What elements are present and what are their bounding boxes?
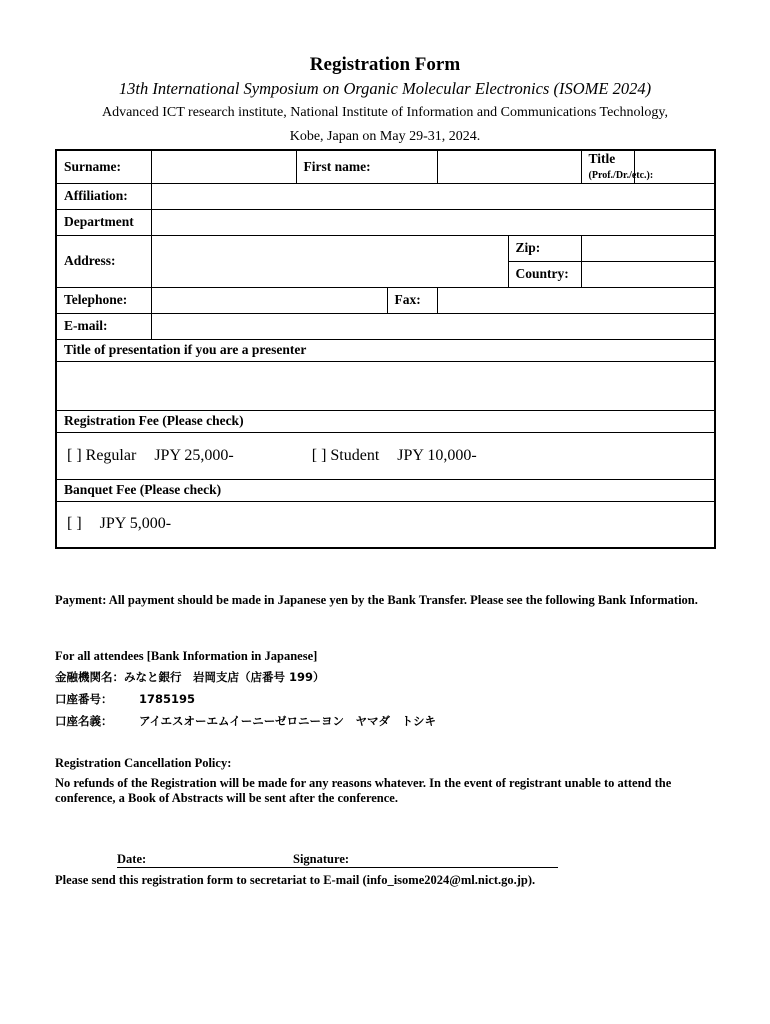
country-field[interactable] — [581, 261, 715, 287]
title-label-text: Title — [588, 151, 616, 167]
banquet-fee-label: Banquet Fee (Please check) — [56, 479, 715, 501]
account-holder-line — [55, 714, 720, 729]
registration-fee-label: Registration Fee (Please check) — [56, 410, 715, 432]
telephone-field[interactable] — [151, 287, 387, 313]
date-signature-line — [55, 852, 720, 868]
form-title: Registration Form — [309, 54, 461, 75]
institute-line: Advanced ICT research institute, National Institute of Information and Communications Technology, — [101, 105, 668, 120]
signature-field[interactable] — [293, 852, 558, 868]
email-field[interactable] — [151, 313, 715, 339]
bank-name-line — [55, 670, 720, 685]
regular-price: JPY 25,000- — [154, 446, 234, 464]
student-label: Student — [330, 446, 380, 464]
title-label-hint: (Prof./Dr./etc.): — [588, 169, 654, 181]
signature-label: Signature: — [293, 852, 350, 866]
account-number-value: 1785195 — [139, 692, 196, 706]
first-name-field[interactable] — [437, 150, 581, 183]
first-name-label: First name: — [296, 150, 437, 183]
registration-table — [55, 149, 716, 549]
surname-label: Surname: — [56, 150, 151, 183]
zip-label: Zip: — [508, 235, 581, 261]
telephone-label: Telephone: — [56, 287, 151, 313]
account-holder-label: 口座名義： — [55, 714, 113, 728]
date-label: Date: — [117, 852, 147, 866]
banquet-price: JPY 5,000- — [99, 515, 172, 533]
account-holder-value: アイエスオーエムイーニーゼロニーヨン ヤマダ トシキ — [139, 714, 437, 728]
cancellation-policy: No refunds of the Registration will be made for any reasons whatever. In the event of registrant unable to attend the conference, a Book of Abstracts will be sent after the conference. — [55, 776, 672, 805]
country-label: Country: — [508, 261, 581, 287]
banquet-checkbox[interactable]: [ ] — [67, 515, 82, 533]
department-field[interactable] — [151, 209, 715, 235]
affiliation-field[interactable] — [151, 183, 715, 209]
account-number-line — [55, 692, 720, 707]
account-number-label: 口座番号： — [55, 692, 113, 706]
title-label — [581, 150, 654, 183]
affiliation-label: Affiliation: — [56, 183, 151, 209]
presentation-title-field[interactable] — [56, 361, 715, 410]
address-label: Address: — [56, 235, 151, 287]
regular-label: Regular — [85, 446, 137, 464]
presentation-title-label: Title of presentation if you are a presenter — [56, 339, 715, 361]
fax-label: Fax: — [387, 287, 437, 313]
address-field[interactable] — [151, 235, 508, 287]
regular-checkbox[interactable]: [ ] — [67, 446, 82, 464]
student-checkbox[interactable]: [ ] — [311, 446, 327, 464]
banquet-fee-options — [56, 501, 715, 548]
email-label: E-mail: — [56, 313, 151, 339]
surname-field[interactable] — [151, 150, 296, 183]
fax-field[interactable] — [437, 287, 715, 313]
bank-info-heading: For all attendees [Bank Information in Japanese] — [55, 649, 318, 663]
payment-note: Payment: All payment should be made in Japanese yen by the Bank Transfer. Please see the following Bank Information. — [55, 593, 698, 607]
bank-name-label: 金融機関名： — [55, 670, 124, 684]
venue-line: Kobe, Japan on May 29-31, 2024. — [289, 129, 481, 144]
cancellation-heading: Registration Cancellation Policy: — [55, 756, 232, 770]
student-price: JPY 10,000- — [397, 446, 477, 464]
registration-fee-options — [56, 432, 715, 479]
date-field[interactable] — [117, 852, 293, 868]
zip-field[interactable] — [581, 235, 715, 261]
bank-name-value: みなと銀行 岩岡支店（店番号 199） — [124, 670, 325, 684]
send-instruction: Please send this registration form to secretariat to E-mail (info_isome2024@ml.nict.go.jp). — [55, 873, 536, 887]
symposium-name: 13th International Symposium on Organic Molecular Electronics (ISOME 2024) — [118, 79, 652, 98]
department-label: Department — [56, 209, 151, 235]
